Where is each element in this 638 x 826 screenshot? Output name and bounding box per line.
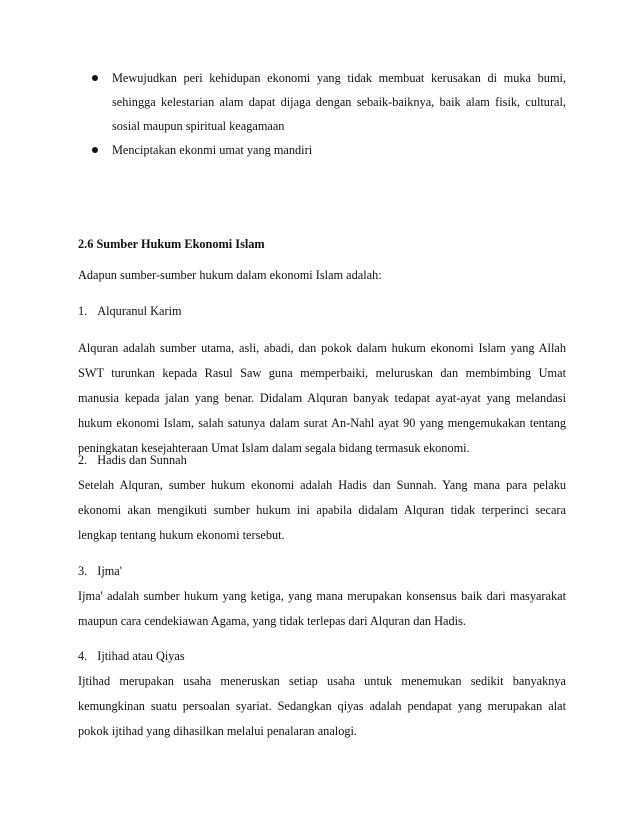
item-number: 4. <box>78 649 88 663</box>
section-intro-block <box>78 263 566 288</box>
paragraph-line: lengkap tentang hukum ekonomi tersebut. <box>78 528 285 542</box>
section-header <box>78 232 566 257</box>
source-item-3 <box>78 559 566 634</box>
bullet-text: Mewujudkan peri kehidupan ekonomi yang tidak membuat kerusakan di muka bumi, sehingga kelestarian alam dapat dijaga dengan sebaik-baiknya, baik alam fisik, cultural, sosial maupun spiritual keagamaan <box>112 71 566 133</box>
bullet-list <box>92 66 566 162</box>
bullet-dot-icon <box>92 147 98 153</box>
bullet-dot-icon <box>92 75 98 81</box>
paragraph-line: manusia kepada jalan yang benar. Didalam Alquran banyak tedapat ayat-ayat yang melandasi <box>78 391 566 405</box>
paragraph-line: pokok ijtihad yang dihasilkan melalui penalaran analogi. <box>78 724 357 738</box>
bullet-item <box>92 138 566 162</box>
item-number: 1. <box>78 304 88 318</box>
paragraph-line: Setelah Alquran, sumber hukum ekonomi adalah Hadis dan Sunnah. Yang mana para pelaku <box>78 478 566 492</box>
item-number: 2. <box>78 453 88 467</box>
section-heading: 2.6 Sumber Hukum Ekonomi Islam <box>78 237 265 251</box>
bullet-item <box>92 66 566 138</box>
item-heading <box>78 559 566 584</box>
paragraph-line: ekonomi akan mengikuti sumber hukum ini apabila didalam Alquran tidak terperinci secara <box>78 503 566 517</box>
paragraph-line: SWT turunkan kepada Rasul Saw guna memperbaiki, meluruskan dan membimbing Umat <box>78 366 566 380</box>
section-intro: Adapun sumber-sumber hukum dalam ekonomi Islam adalah: <box>78 268 382 282</box>
item-title: Hadis dan Sunnah <box>97 453 187 467</box>
item-title: Ijma' <box>97 564 122 578</box>
source-item-2 <box>78 448 566 548</box>
paragraph-line: Alquran adalah sumber utama, asli, abadi, dan pokok dalam hukum ekonomi Islam yang Allah <box>78 341 566 355</box>
item-paragraph-1 <box>78 336 566 461</box>
item-heading <box>78 644 566 669</box>
item-heading <box>78 299 566 324</box>
item-title: Ijtihad atau Qiyas <box>97 649 185 663</box>
paragraph-line: maupun cara cendekiawan Agama, yang tidak terlepas dari Alquran dan Hadis. <box>78 614 466 628</box>
paragraph-line: Ijtihad merupakan usaha meneruskan setiap usaha untuk menemukan sedikit banyaknya <box>78 674 566 688</box>
item-heading <box>78 448 566 473</box>
paragraph-line: peningkatan kesejahteraan Umat Islam dalam segala bidang termasuk ekonomi. <box>78 441 470 455</box>
bullet-text: Menciptakan ekonmi umat yang mandiri <box>112 143 313 157</box>
source-item-1 <box>78 299 566 324</box>
source-item-4 <box>78 644 566 744</box>
paragraph-line: Ijma' adalah sumber hukum yang ketiga, yang mana merupakan konsensus baik dari masyarakat <box>78 589 566 603</box>
paragraph-line: hukum ekonomi Islam, salah satunya dalam surat An-Nahl ayat 90 yang mengemukakan tentang <box>78 416 566 430</box>
item-title: Alquranul Karim <box>97 304 182 318</box>
paragraph-line: kemungkinan suatu persoalan syariat. Sedangkan qiyas adalah pendapat yang merupakan alat <box>78 699 566 713</box>
item-number: 3. <box>78 564 88 578</box>
